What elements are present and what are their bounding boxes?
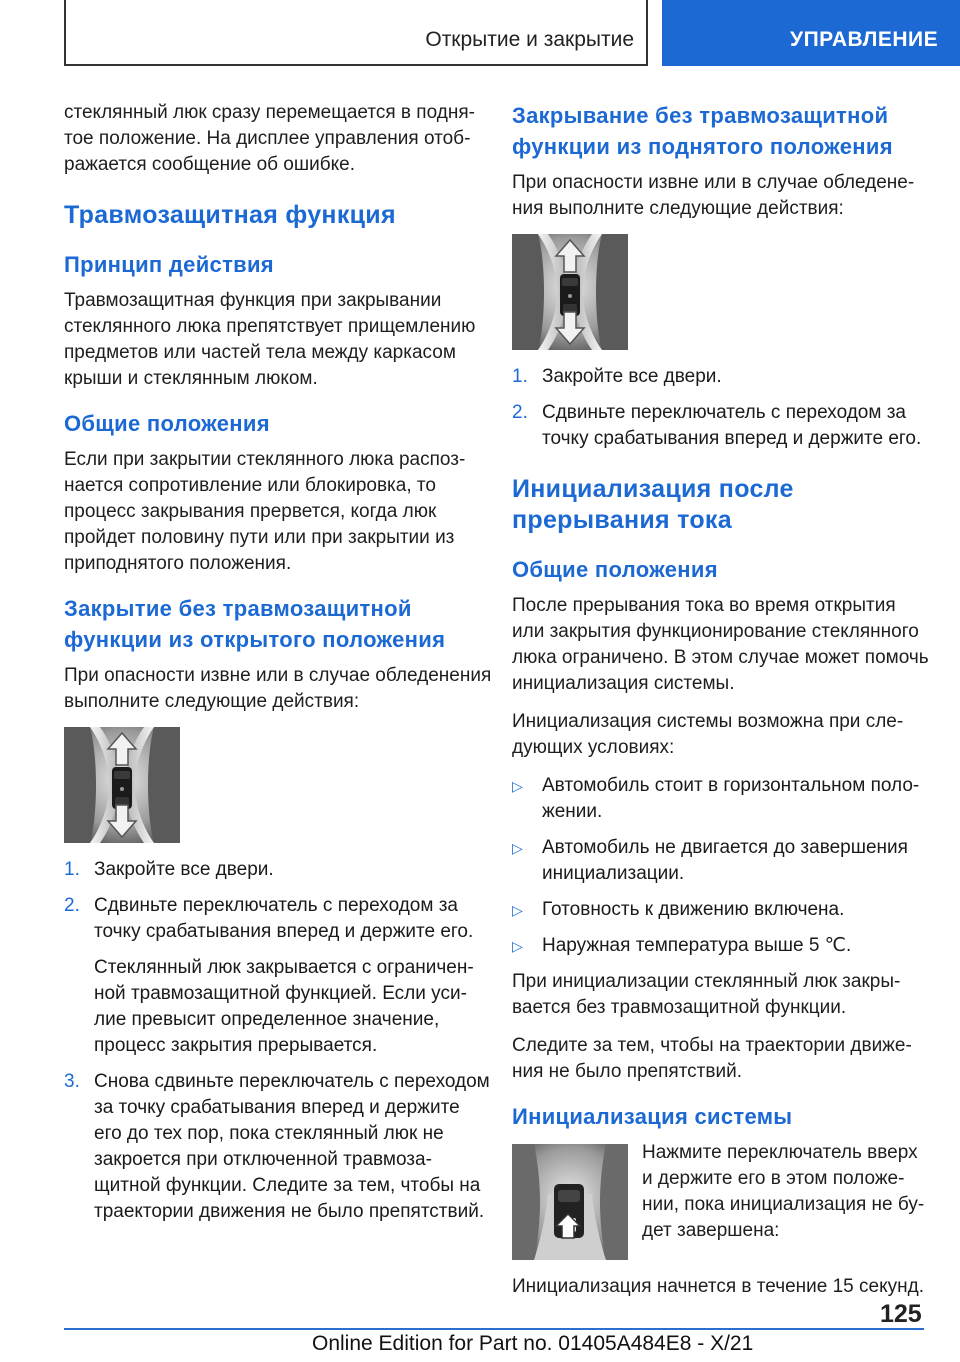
heading-general: Общие положения — [64, 411, 270, 436]
section-heading-initialization: Инициализация после прерывания тока — [512, 475, 794, 534]
step-text: Закройте все двери. — [94, 859, 274, 880]
bullet-text: Наружная температура выше 5 ℃. — [542, 935, 852, 956]
heading-close-from-raised: Закрывание без травмозащитной функции из поднятого положения — [512, 103, 893, 159]
heading-init-general: Общие положения — [512, 557, 718, 582]
list-item — [512, 933, 932, 959]
list-item — [64, 857, 492, 883]
close-paragraph: При опасности извне или в случае обледенения выполните следующие действия: — [64, 665, 492, 712]
intro-paragraph: стеклянный люк сразу перемещается в поднятое положение. На дисплее управления отображается сообщение об ошибке. — [64, 102, 475, 175]
heading-principle: Принцип действия — [64, 252, 274, 277]
list-item — [512, 773, 932, 825]
right-column — [512, 100, 932, 1312]
left-steps-list — [64, 857, 492, 1225]
list-item — [512, 897, 932, 923]
triangle-bullet-icon: ▷ — [512, 902, 523, 918]
step-note: Стеклянный люк закрывается с ограниченной травмозащитной функцией. Если усилие превысит определенное значение, процесс закрытия прерывается. — [94, 957, 474, 1056]
right-steps-list — [512, 364, 932, 452]
general-paragraph: Если при закрытии стеклянного люка распознается сопротивление или блокировка, то процесс закрывания прервется, когда люк пройдет половину пути или при закрытии из приподнятого положения. — [64, 449, 466, 574]
triangle-bullet-icon: ▷ — [512, 778, 523, 794]
step-text: Сдвиньте переключатель с переходом за точку срабатывания вперед и держите его. — [94, 895, 474, 942]
list-item — [512, 400, 932, 452]
switch-press-photo-image — [512, 1144, 628, 1260]
header-section-box — [64, 0, 648, 66]
step-text: Снова сдвиньте переключатель с переходом за точку срабатывания вперед и держите его до тех пор, пока стеклянный люк не закроется при отключенной травмозащитной функции. Следите за тем, чтобы на траектории движения не было препятствий. — [94, 1071, 490, 1222]
step-number: 3. — [64, 1071, 80, 1092]
footer-divider — [64, 1328, 924, 1330]
triangle-bullet-icon: ▷ — [512, 840, 523, 856]
list-item — [512, 364, 932, 390]
header-chapter-tab[interactable]: УПРАВЛЕНИЕ — [662, 0, 960, 66]
page-number: 125 — [880, 1300, 922, 1328]
section-heading-anti-trap: Травмозащитная функция — [64, 201, 396, 229]
heading-system-init: Инициализация системы — [512, 1104, 793, 1129]
switch-photo-image — [512, 234, 628, 350]
init-watch-paragraph: Следите за тем, чтобы на траектории движения не было препятствий. — [512, 1035, 912, 1082]
system-init-figure-row — [512, 1140, 932, 1260]
conditions-list — [512, 773, 932, 959]
step-text: Закройте все двери. — [542, 366, 722, 387]
bullet-text: Готовность к движению включена. — [542, 899, 845, 920]
triangle-bullet-icon: ▷ — [512, 938, 523, 954]
bullet-text: Автомобиль стоит в горизонтальном положении. — [542, 775, 920, 822]
bullet-text: Автомобиль не двигается до завершения инициализации. — [542, 837, 908, 884]
list-item — [64, 1069, 492, 1225]
step-number: 1. — [512, 366, 528, 387]
step-number: 2. — [64, 895, 80, 916]
step-number: 1. — [64, 859, 80, 880]
step-number: 2. — [512, 402, 528, 423]
principle-paragraph: Травмозащитная функция при закрывании стеклянного люка препятствует прищемлению предметов или частей тела между каркасом крыши и стеклянным люком. — [64, 290, 476, 389]
heading-close-without-protection: Закрытие без травмозащитной функции из открытого положения — [64, 596, 446, 652]
system-init-instruction: Нажмите переключатель вверх и держите его в этом положении, пока инициализация не будет завершена: — [642, 1142, 925, 1241]
init-general-paragraph: После прерывания тока во время открытия или закрытия функционирование стеклянного люка ограничено. В этом случае может помочь инициализация системы. — [512, 595, 929, 694]
footer-edition: Online Edition for Part no. 01405A484E8 - X/21 — [312, 1332, 754, 1355]
init-conditions-paragraph: Инициализация системы возможна при следующих условиях: — [512, 711, 904, 758]
list-item — [512, 835, 932, 887]
header-section-title: Открытие и закрытие — [425, 28, 634, 51]
init-after-paragraph: При инициализации стеклянный люк закрывается без травмозащитной функции. — [512, 971, 901, 1018]
step-text: Сдвиньте переключатель с переходом за точку срабатывания вперед и держите его. — [542, 402, 922, 449]
system-init-final: Инициализация начнется в течение 15 секунд. — [512, 1276, 924, 1297]
switch-photo-image — [64, 727, 180, 843]
raise-paragraph: При опасности извне или в случае обледенения выполните следующие действия: — [512, 172, 915, 219]
left-column — [64, 100, 492, 1235]
list-item — [64, 893, 492, 1059]
